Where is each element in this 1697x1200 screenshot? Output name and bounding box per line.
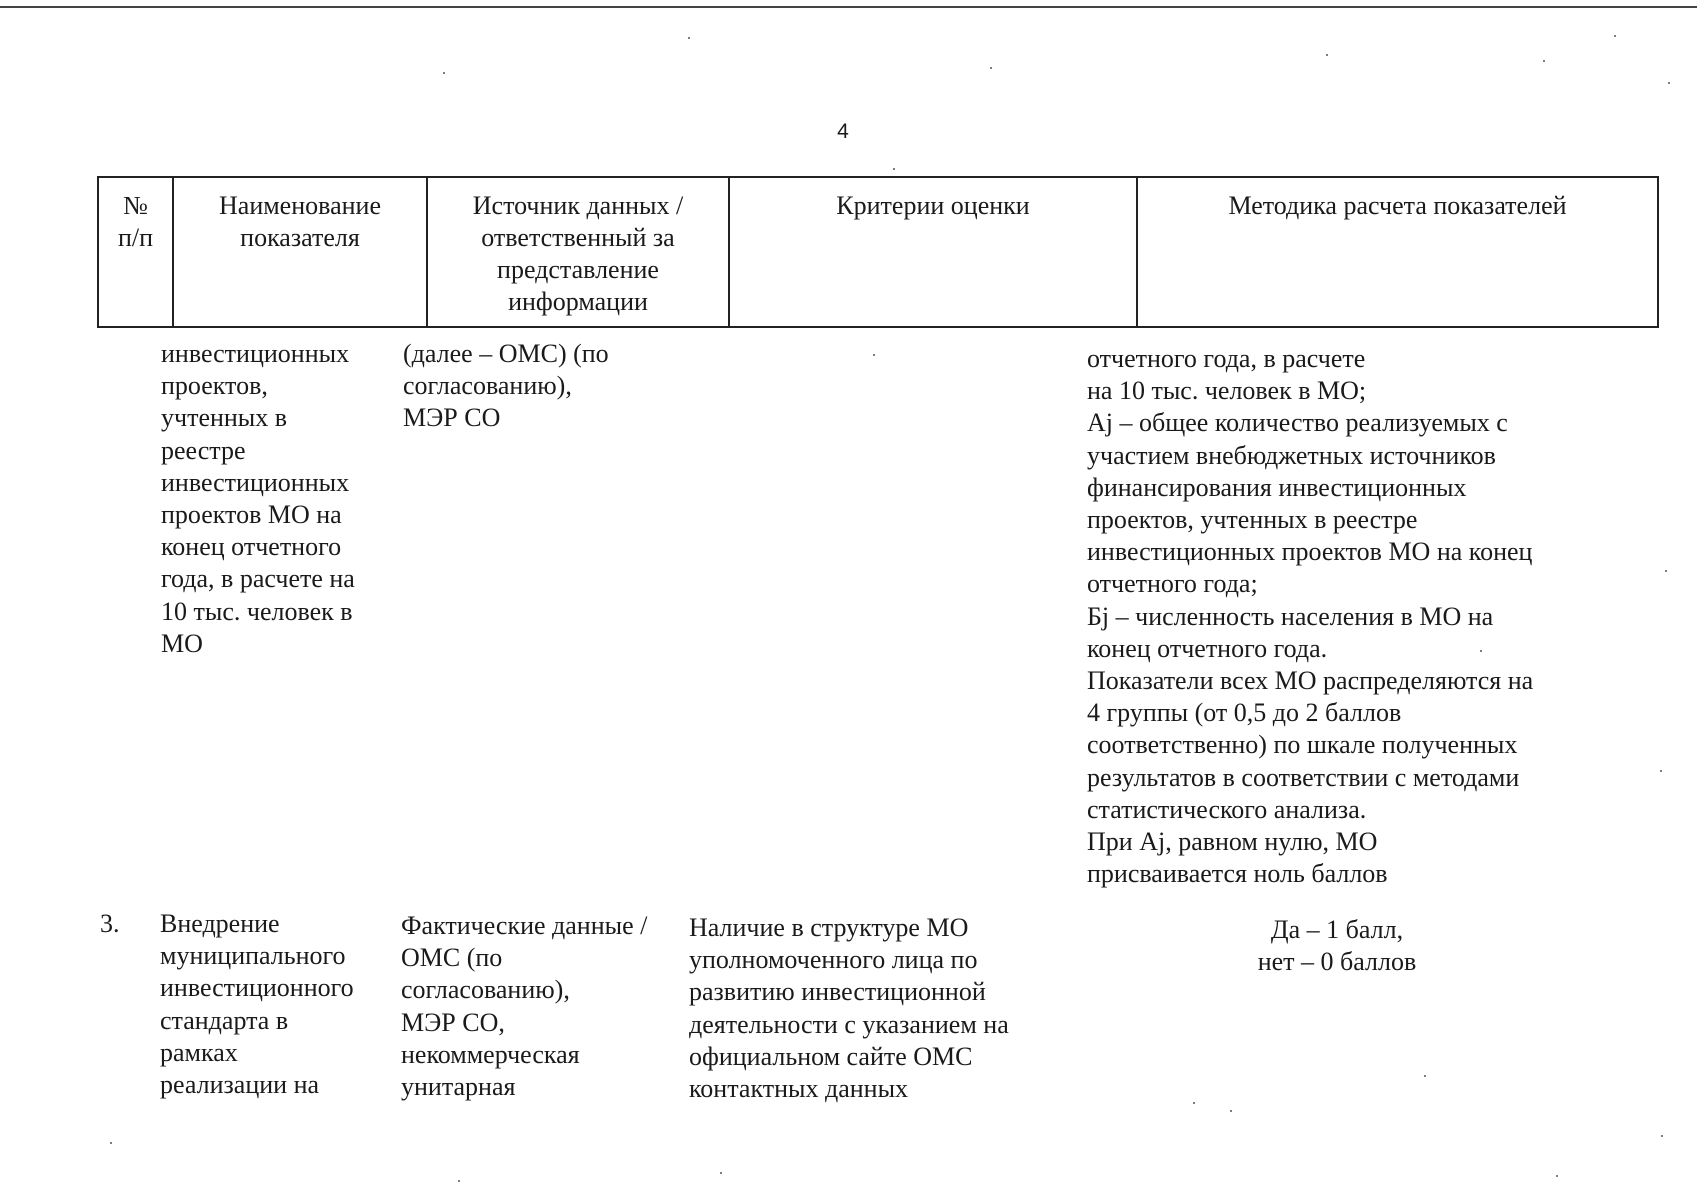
row-continued-indicator-name: инвестиционных проектов, учтенных в реестре инвестиционных проектов МО на конец отчетного года, в расчете на 10 тыс. человек в МО (161, 339, 355, 658)
scan-speck (1424, 1075, 1426, 1077)
row-3-number: 3. (100, 909, 120, 938)
scan-speck (1543, 60, 1545, 62)
scan-speck (1193, 1102, 1195, 1104)
header-number (98, 177, 173, 327)
scan-speck (990, 67, 992, 69)
row-continued-data-source: (далее – ОМС) (по согласованию), МЭР СО (403, 339, 609, 433)
scan-speck (1230, 1110, 1232, 1112)
scan-speck (1326, 54, 1328, 56)
row-3-data-source: Фактические данные / ОМС (по согласованию), МЭР СО, некоммерческая унитарная (401, 911, 648, 1102)
scan-speck (893, 168, 895, 170)
header-data-source-text: Источник данных / ответственный за представление информации (472, 191, 684, 316)
scan-speck (443, 72, 445, 74)
header-data-source (427, 177, 729, 327)
scan-speck (720, 1172, 722, 1174)
page-number: 4 (837, 120, 849, 143)
scan-speck (1660, 770, 1662, 772)
table-header (97, 176, 1659, 328)
row-3-indicator-name: Внедрение муниципального инвестиционного стандарта в рамках реализации на (160, 909, 354, 1100)
top-border-line (0, 6, 1697, 8)
table-header-row (98, 177, 1658, 327)
scan-speck (1480, 650, 1482, 652)
header-number-text: № п/п (117, 191, 154, 252)
header-indicator-name (173, 177, 427, 327)
header-criteria-text: Критерии оценки (836, 191, 1030, 220)
scan-speck (1661, 1135, 1663, 1137)
scan-speck (1668, 82, 1670, 84)
row-3-criteria: Наличие в структуре МО уполномоченного лица по развитию инвестиционной деятельности с указанием на официальном сайте ОМС контактных данных (689, 913, 1009, 1104)
header-method (1137, 177, 1658, 327)
header-method-text: Методика расчета показателей (1228, 191, 1567, 220)
scan-speck (1614, 35, 1616, 37)
row-3-method: Да – 1 балл, нет – 0 баллов (1257, 915, 1417, 977)
row-continued-method: отчетного года, в расчете на 10 тыс. человек в МО; Aj – общее количество реализуемых с участием внебюджетных источников финансирования инвестиционных проектов, учтенных в реестре инвестиционных проектов МО на конец отчетного года; Бj – численность населения в МО на конец отчетного года. Показатели всех МО распределяются на 4 группы (от 0,5 до 2 баллов соответственно) по шкале полученных результатов в соответствии с методами статистического анализа. При Aj, равном нулю, МО присваивается ноль баллов (1087, 344, 1534, 889)
scan-speck (688, 37, 690, 39)
scan-speck (1556, 1175, 1558, 1177)
header-criteria (729, 177, 1137, 327)
scan-speck (873, 354, 875, 356)
scan-speck (458, 1180, 460, 1182)
header-indicator-name-text: Наименование показателя (219, 191, 381, 252)
scan-speck (1665, 570, 1667, 572)
scan-speck (110, 1142, 112, 1144)
